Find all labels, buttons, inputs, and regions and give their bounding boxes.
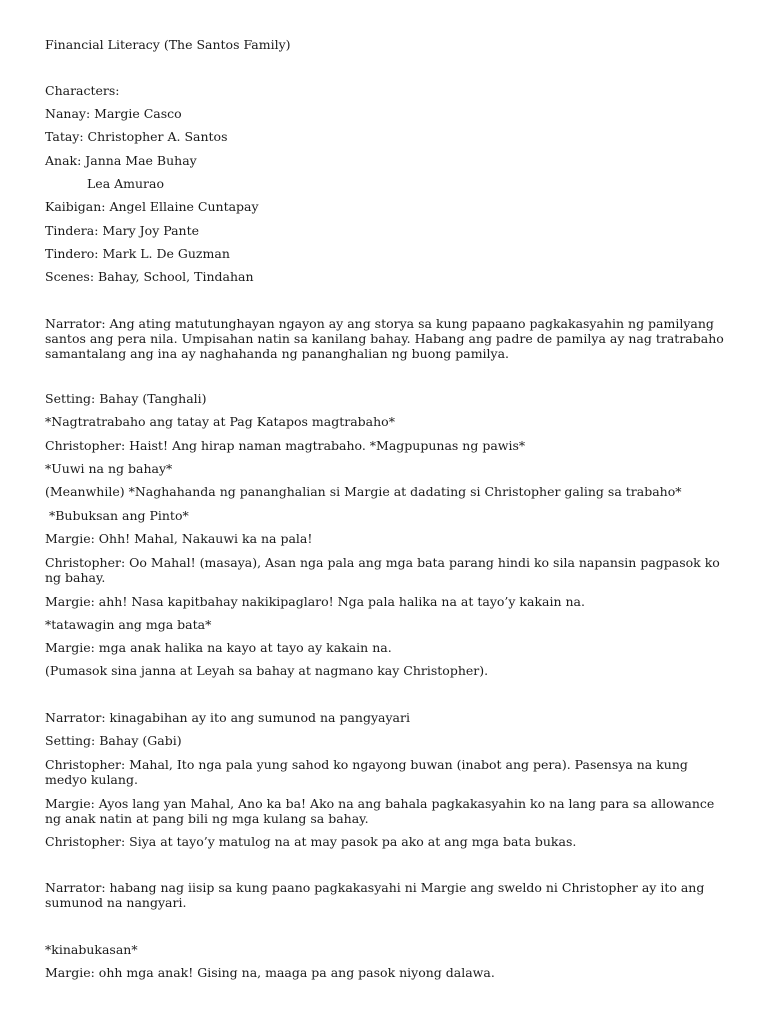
cast-anak-2: Lea Amurao <box>87 176 165 191</box>
cast-tindero: Tindero: Mark L. De Guzman <box>45 246 230 261</box>
cast-tindera: Tindera: Mary Joy Pante <box>45 223 200 238</box>
document-title: Financial Literacy (The Santos Family) <box>45 37 291 52</box>
scene3-cue: *kinabukasan* <box>45 942 138 957</box>
narrator-paragraph-1: Narrator: Ang ating matutunghayan ngayon ay ang storya sa kung papaano pagkakasyahin ng pamilyang santos ang pera nila. Umpisahan natin sa kanilang bahay. Habang ang padre de pamilya ay nag tratrabaho samantalang ang ina ay naghahanda ng pananghalian ng buong pamilya. <box>45 316 728 361</box>
cast-nanay: Nanay: Margie Casco <box>45 106 182 121</box>
scene1-line-10: Margie: mga anak halika na kayo at tayo ay kakain na. <box>45 640 392 655</box>
scene2-line-1: Christopher: Mahal, Ito nga pala yung sahod ko ngayong buwan (inabot ang pera). Pasensya na kung medyo kulang. <box>45 757 692 787</box>
scene1-line-7: Christopher: Oo Mahal! (masaya), Asan nga pala ang mga bata parang hindi ko sila napansin pagpasok ko ng bahay. <box>45 555 724 585</box>
scene1-line-8: Margie: ahh! Nasa kapitbahay nakikipaglaro! Nga pala halika na at tayo’y kakain na. <box>45 594 585 609</box>
cast-kaibigan: Kaibigan: Angel Ellaine Cuntapay <box>45 199 259 214</box>
narrator-paragraph-2: Narrator: kinagabihan ay ito ang sumunod na pangyayari <box>45 710 410 725</box>
scene1-line-3: *Uuwi na ng bahay* <box>45 461 173 476</box>
scene2-line-2: Margie: Ayos lang yan Mahal, Ano ka ba! Ako na ang bahala pagkakasyahin ko na lang para sa allowance ng anak natin at pang bili ng mga kulang sa bahay. <box>45 796 719 826</box>
scene1-setting: Setting: Bahay (Tanghali) <box>45 391 207 406</box>
cast-anak: Anak: Janna Mae Buhay <box>45 153 197 168</box>
characters-heading: Characters: <box>45 83 120 98</box>
narrator-paragraph-3: Narrator: habang nag iisip sa kung paano pagkakasyahi ni Margie ang sweldo ni Christopher ay ito ang sumunod na nangyari. <box>45 880 709 910</box>
scene2-line-3: Christopher: Siya at tayo’y matulog na at may pasok pa ako at ang mga bata bukas. <box>45 834 577 849</box>
scene1-line-9: *tatawagin ang mga bata* <box>45 617 212 632</box>
scene1-line-6: Margie: Ohh! Mahal, Nakauwi ka na pala! <box>45 531 313 546</box>
scenes-line: Scenes: Bahay, School, Tindahan <box>45 269 254 284</box>
scene1-line-5: *Bubuksan ang Pinto* <box>45 508 189 523</box>
cast-tatay: Tatay: Christopher A. Santos <box>45 129 228 144</box>
scene1-line-4: (Meanwhile) *Naghahanda ng pananghalian si Margie at dadating si Christopher galing sa trabaho* <box>45 484 682 499</box>
scene2-setting: Setting: Bahay (Gabi) <box>45 733 182 748</box>
scene1-line-11: (Pumasok sina janna at Leyah sa bahay at nagmano kay Christopher). <box>45 663 489 678</box>
scene1-line-2: Christopher: Haist! Ang hirap naman magtrabaho. *Magpupunas ng pawis* <box>45 438 526 453</box>
scene1-line-1: *Nagtratrabaho ang tatay at Pag Katapos magtrabaho* <box>45 414 395 429</box>
scene3-line-1: Margie: ohh mga anak! Gising na, maaga pa ang pasok niyong dalawa. <box>45 965 495 980</box>
